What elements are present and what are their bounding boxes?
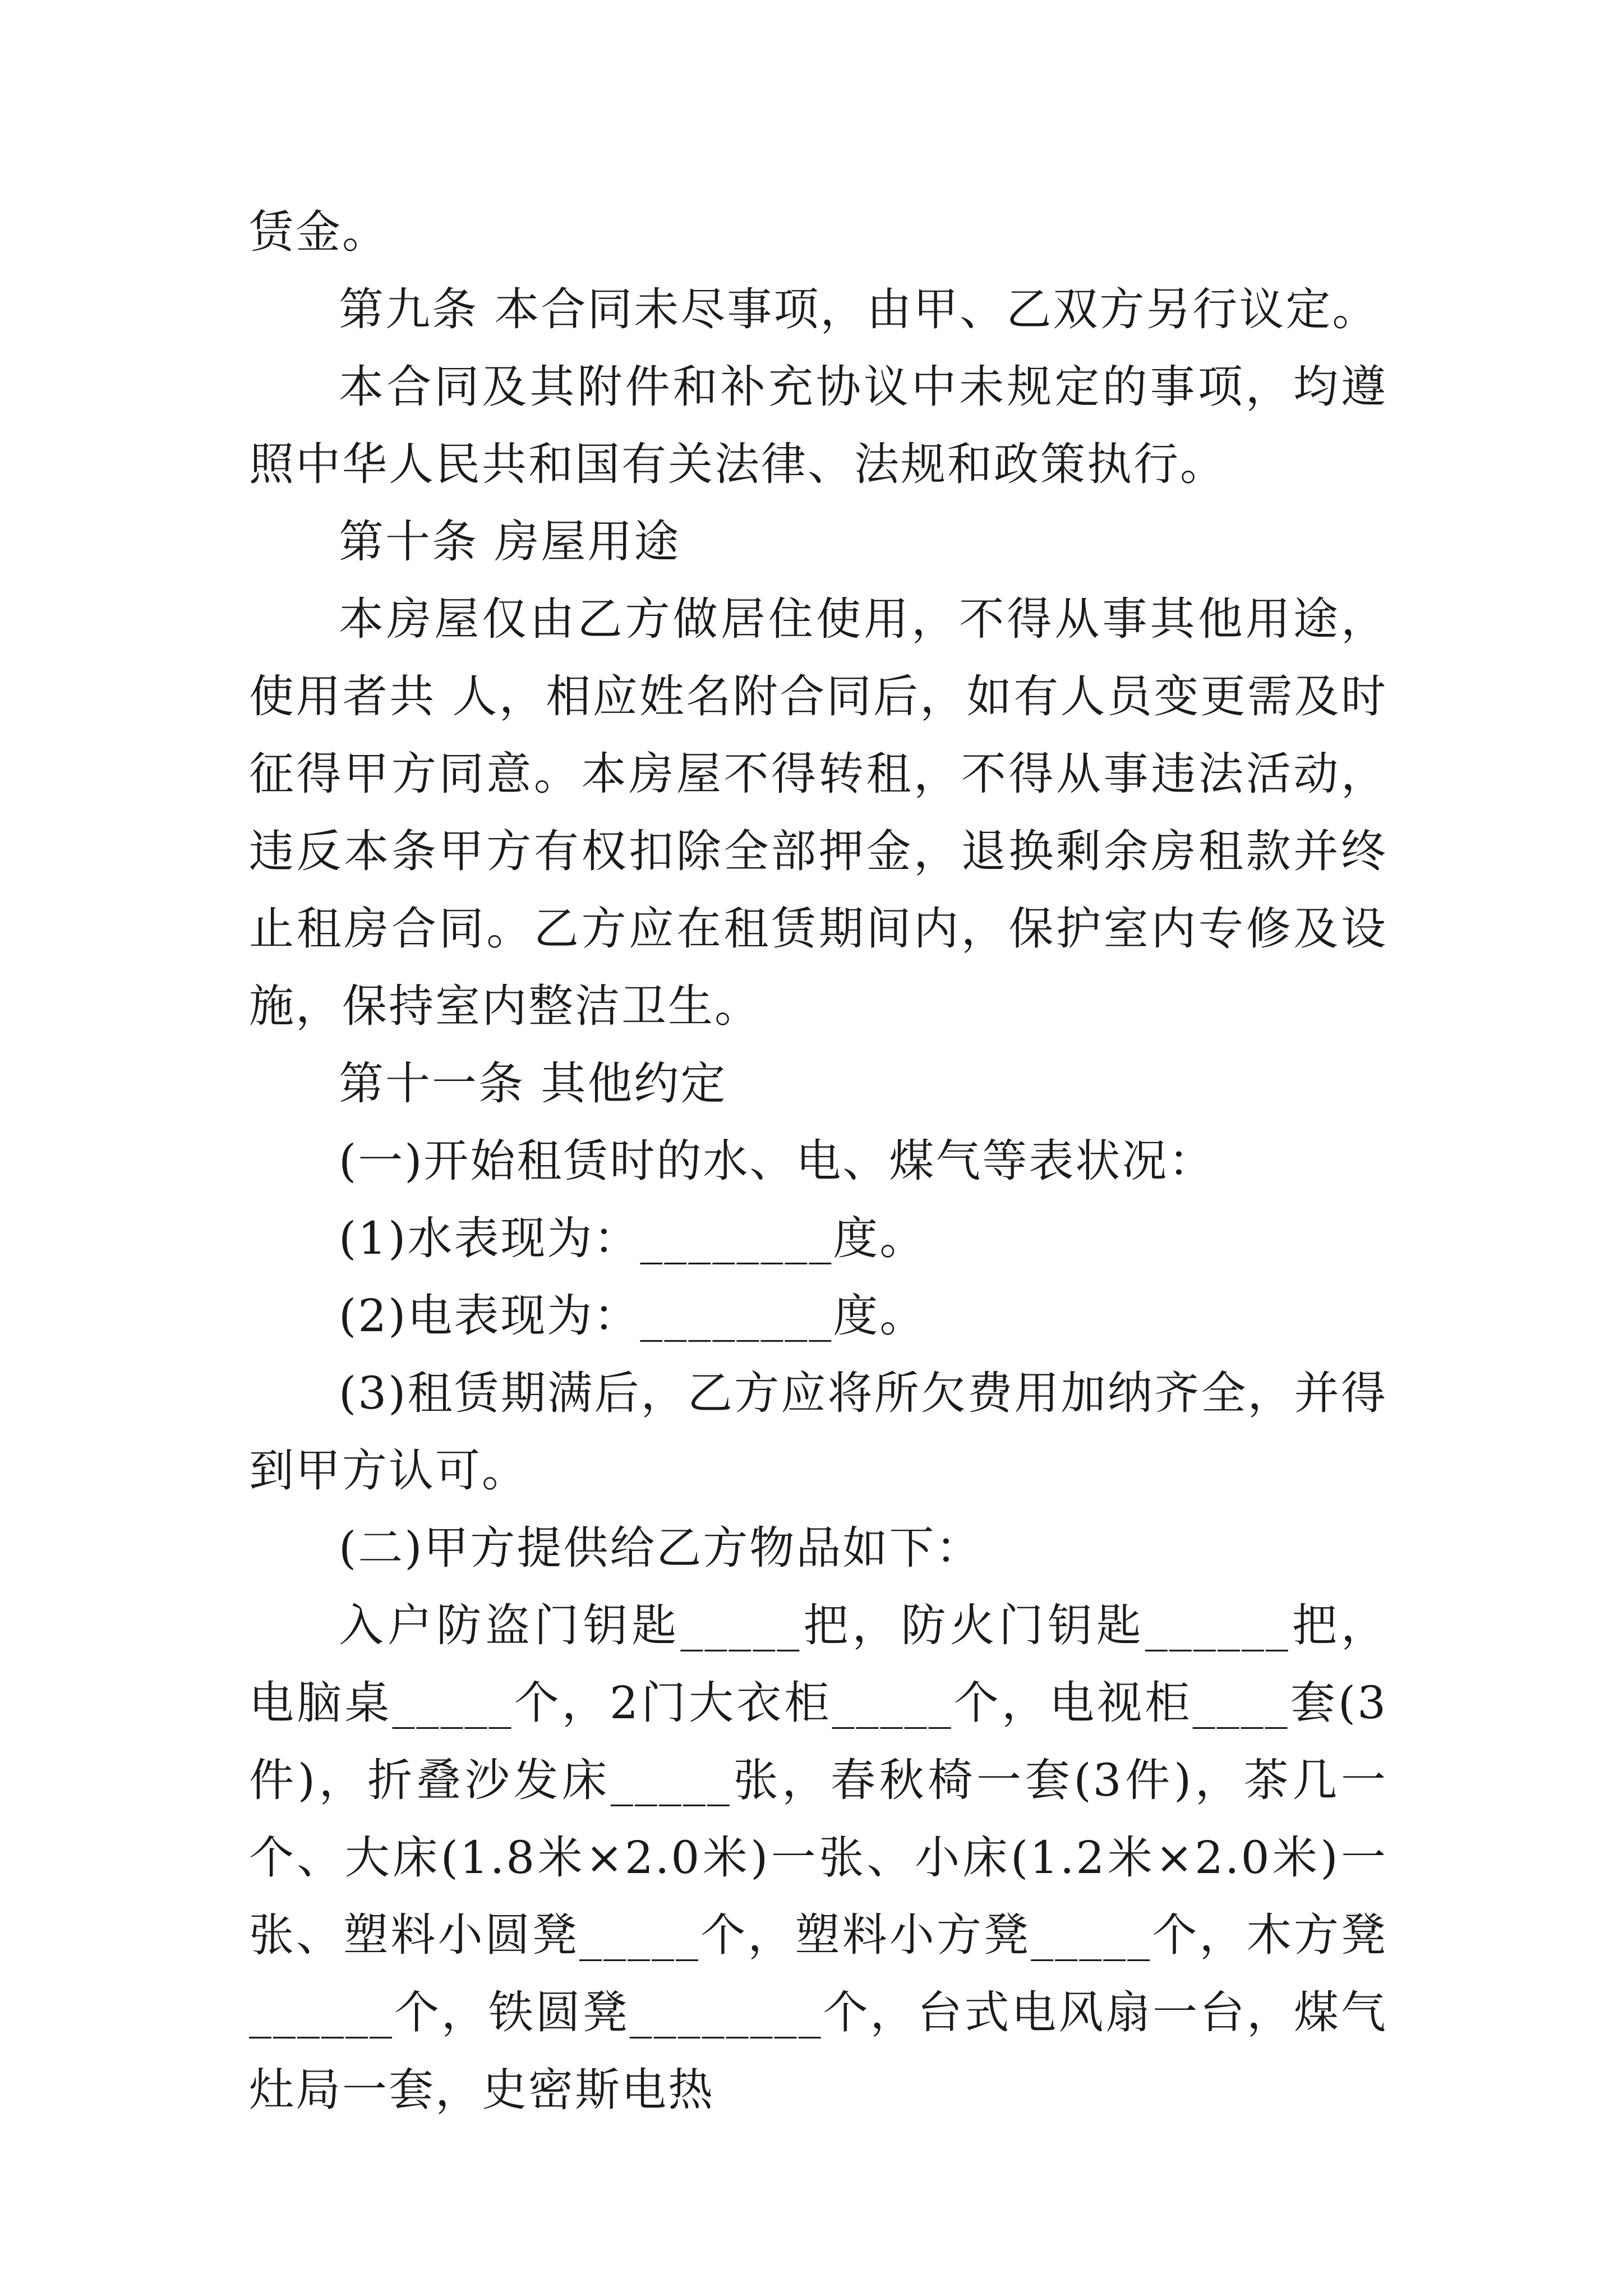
article-11-heading: 第十一条 其他约定 — [339, 1057, 727, 1110]
article-10-heading: 第十条 房屋用途 — [339, 516, 681, 568]
contract-body — [249, 194, 1387, 2129]
paragraph-provided-items-list: 入户防盗门钥匙_____把，防火门钥匙______把，电脑桌_____个，2门大衣柜_____个，电视柜____套(3件)，折叠沙发床_____张，春秋椅一套(3件)，茶几一个、大床(1.8米×2.0米)一张、小床(1.2米×2.0米)一张、塑料小圆凳_____个，塑料小方凳_____个，木方凳______个，铁圆凳________个，台式电风扇一台，煤气灶局一套，史密斯电热 — [249, 1599, 1387, 2116]
paragraph-expiry-fees: (3)租赁期满后，乙方应将所欠费用加纳齐全，并得到甲方认可。 — [249, 1367, 1387, 1497]
paragraph-meter-status: (一)开始租赁时的水、电、煤气等表状况： — [339, 1135, 1215, 1187]
paragraph-electric-meter: (2)电表现为：________度。 — [339, 1290, 926, 1342]
paragraph-house-usage: 本房屋仅由乙方做居住使用，不得从事其他用途，使用者共 人，相应姓名附合同后，如有人员变更需及时征得甲方同意。本房屋不得转租，不得从事违法活动，违反本条甲方有权扣除全部押金，退换剩余房租款并终止租房合同。乙方应在租赁期间内，保护室内专修及设施，保持室内整洁卫生。 — [249, 593, 1387, 1032]
paragraph-continuation: 赁金。 — [249, 206, 389, 258]
article-9-heading: 第九条 本合同未尽事项，由甲、乙双方另行议定。 — [339, 283, 1379, 335]
paragraph-provided-items-heading: (二)甲方提供给乙方物品如下： — [339, 1522, 983, 1574]
paragraph-water-meter: (1)水表现为：________度。 — [339, 1212, 926, 1264]
paragraph-applicable-law: 本合同及其附件和补充协议中未规定的事项，均遵照中华人民共和国有关法律、法规和政策执行。 — [249, 361, 1387, 490]
